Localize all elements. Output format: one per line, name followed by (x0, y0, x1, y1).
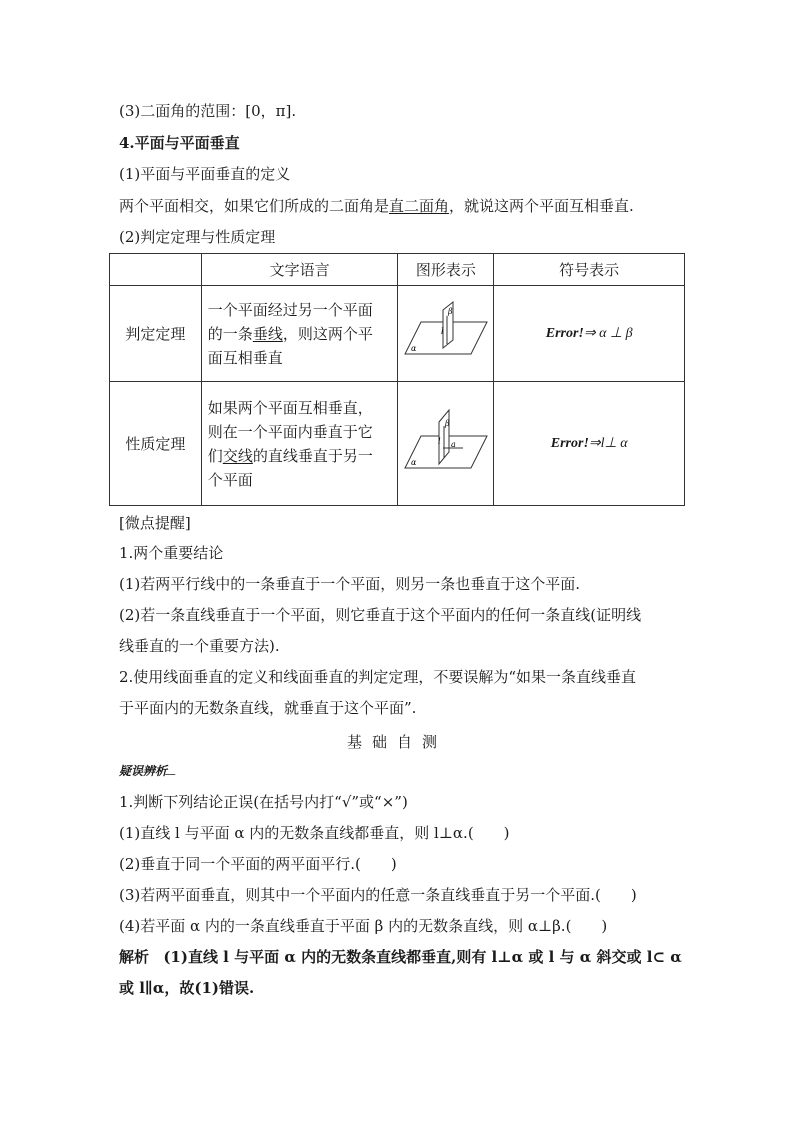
fig1-label-l: l (440, 327, 444, 336)
property-text-c (208, 444, 392, 468)
property-text-a: 如果两个平面互相垂直， (207, 398, 373, 417)
section-title: 基础自测 (346, 733, 447, 751)
property-symbol-rest: ⇒l⊥ α (588, 436, 628, 451)
fig2-label-l: l (437, 437, 441, 446)
property-text (201, 382, 398, 506)
heading-plane-perpendicular: 4.平面与平面垂直 (119, 134, 240, 152)
property-figure (398, 382, 494, 506)
theorem-title: (2)判定定理与性质定理 (119, 228, 276, 246)
criterion-text-a: 一个平面经过另一个平面 (207, 300, 373, 319)
definition-text (119, 196, 634, 216)
fig2-label-alpha: α (410, 458, 417, 467)
question-1: 1.判断下列结论正误(在括号内打“√”或“×”) (119, 793, 408, 811)
answer-line1 (119, 947, 682, 967)
theorem-table (109, 253, 685, 506)
criterion-name: 判定定理 (110, 286, 202, 382)
subsection-label: 疑误辨析 (119, 764, 168, 778)
header-text-lang: 文字语言 (201, 254, 398, 286)
question-1-3: (3)若两平面垂直，则其中一个平面内的任意一条直线垂直于另一个平面.( ) (119, 886, 637, 904)
fig1-label-beta: β (447, 307, 453, 316)
criterion-symbol-rest: ⇒ α ⊥ β (583, 326, 633, 341)
table-row-criterion (110, 286, 685, 382)
question-1-1: (1)直线 l 与平面 α 内的无数条直线都垂直，则 l⊥α.( ) (119, 824, 510, 842)
table-row-property (110, 382, 685, 506)
criterion-error-text: Error! (545, 326, 584, 341)
criterion-figure-svg (403, 298, 489, 362)
conclusion-2-line1: (2)若一条直线垂直于一个平面，则它垂直于这个平面内的任何一条直线(证明线 (119, 606, 642, 624)
criterion-text (201, 286, 398, 382)
property-figure-svg (403, 406, 489, 474)
subsection-title (119, 761, 177, 781)
criterion-text-b-underline: 垂线 (252, 324, 283, 343)
answer-label: 解析 (119, 948, 150, 966)
answer-text: (1)直线 l 与平面 α 内的无数条直线都垂直,则有 l⊥α 或 l 与 α 斜交或 l⊂ α (163, 948, 682, 966)
property-symbol (494, 382, 685, 506)
conclusion-2-line2: 线垂直的一个重要方法). (119, 637, 280, 655)
conclusion-title: 1.两个重要结论 (119, 544, 224, 562)
definition-post: ，就说这两个平面互相垂直. (449, 197, 634, 215)
criterion-text-b-post: ，则这两个平 (282, 324, 373, 343)
property-error-text: Error! (550, 436, 589, 451)
criterion-text-c: 面互相垂直 (207, 348, 283, 367)
warning-line1: 2.使用线面垂直的定义和线面垂直的判定定理，不要误解为“如果一条直线垂直 (119, 668, 636, 686)
table-header-row (110, 254, 685, 286)
criterion-text-b (208, 322, 392, 346)
property-text-c-post: 的直线垂直于另一 (252, 446, 373, 465)
criterion-text-b-pre: 的一条 (207, 324, 253, 343)
property-text-d: 个平面 (207, 470, 253, 489)
question-1-2: (2)垂直于同一个平面的两平面平行.( ) (119, 855, 397, 873)
warning-line2: 于平面内的无数条直线，就垂直于这个平面”. (119, 699, 417, 717)
property-text-c-pre: 们 (207, 446, 223, 465)
question-1-4: (4)若平面 α 内的一条直线垂直于平面 β 内的无数条直线，则 α⊥β.( ) (119, 917, 608, 935)
header-figure: 图形表示 (398, 254, 494, 286)
header-empty (110, 254, 202, 286)
property-text-c-underline: 交线 (222, 446, 253, 465)
header-symbol: 符号表示 (494, 254, 685, 286)
definition-underline: 直二面角 (389, 197, 450, 215)
property-text-b: 则在一个平面内垂直于它 (207, 422, 373, 441)
tip-heading: [微点提醒] (119, 514, 191, 532)
definition-pre: 两个平面相交，如果它们所成的二面角是 (119, 197, 390, 215)
answer-line2: 或 l∥α，故(1)错误. (119, 979, 255, 997)
conclusion-1: (1)若两平行线中的一条垂直于一个平面，则另一条也垂直于这个平面. (119, 575, 581, 593)
criterion-figure (398, 286, 494, 382)
subsection-wave (165, 768, 179, 775)
fig1-label-alpha: α (410, 344, 417, 353)
criterion-symbol (494, 286, 685, 382)
fig2-label-a: a (450, 440, 456, 449)
fig2-label-beta: β (444, 419, 450, 428)
definition-title: (1)平面与平面垂直的定义 (119, 165, 291, 183)
property-name: 性质定理 (110, 382, 202, 506)
line-dihedral-range: (3)二面角的范围：[0，π]. (119, 102, 297, 120)
